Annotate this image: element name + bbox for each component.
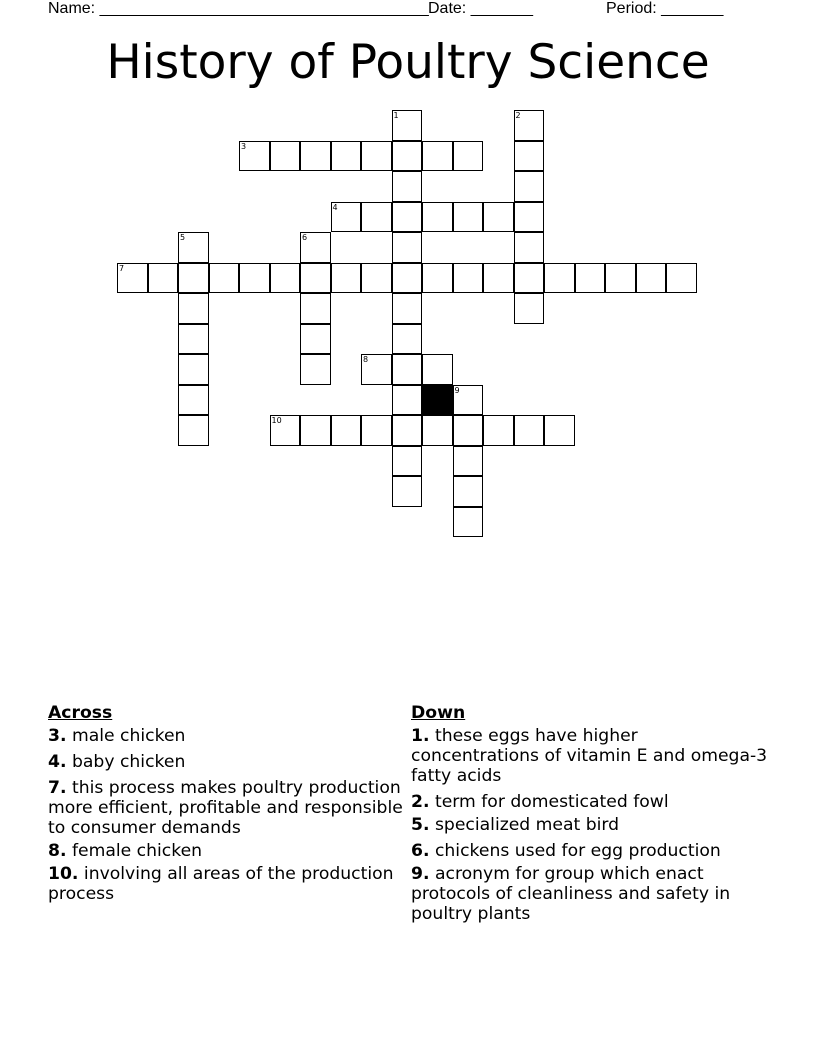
crossword-square[interactable] [270, 415, 301, 446]
crossword-square[interactable] [392, 385, 423, 416]
clue-number: 7 [119, 263, 125, 273]
crossword-square[interactable] [636, 263, 667, 294]
crossword-square[interactable] [209, 263, 240, 294]
crossword-square[interactable] [483, 202, 514, 233]
crossword-square[interactable] [666, 263, 697, 294]
clue-down-6: 6. chickens used for egg production [411, 841, 721, 861]
crossword-square[interactable] [178, 232, 209, 263]
crossword-square[interactable] [270, 263, 301, 294]
crossword-square[interactable] [300, 415, 331, 446]
crossword-square[interactable] [422, 263, 453, 294]
crossword-square[interactable] [392, 110, 423, 141]
crossword-square[interactable] [514, 141, 545, 172]
clue-across-7: 7. this process makes poultry production more efficient, profitable and responsible to consumer demands [48, 778, 403, 838]
crossword-square[interactable] [300, 324, 331, 355]
crossword-square[interactable] [178, 263, 209, 294]
crossword-square[interactable] [392, 324, 423, 355]
clue-across-8: 8. female chicken [48, 841, 203, 861]
page-title: History of Poultry Science [106, 35, 710, 90]
crossword-square[interactable] [605, 263, 636, 294]
clue-number: 6 [302, 233, 308, 242]
crossword-square[interactable] [178, 354, 209, 385]
crossword-square[interactable] [300, 354, 331, 385]
crossword-square[interactable] [544, 415, 575, 446]
crossword-square[interactable] [239, 141, 270, 172]
crossword-square[interactable] [148, 263, 179, 294]
crossword-square[interactable] [544, 263, 575, 294]
crossword-square[interactable] [514, 293, 545, 324]
crossword-square[interactable] [178, 415, 209, 446]
crossword-square[interactable] [453, 415, 484, 446]
crossword-square[interactable] [178, 293, 209, 324]
crossword-square[interactable] [392, 263, 423, 294]
crossword-square[interactable] [270, 141, 301, 172]
crossword-square[interactable] [514, 415, 545, 446]
crossword-square[interactable] [361, 202, 392, 233]
clue-number: 2 [515, 111, 521, 120]
crossword-square[interactable] [361, 141, 392, 172]
blocked-square [422, 385, 453, 416]
period-field[interactable]: Period: _______ [606, 0, 724, 17]
down-heading: Down [411, 703, 466, 723]
crossword-square[interactable] [300, 293, 331, 324]
clue-number: 10 [271, 416, 282, 425]
crossword-square[interactable] [392, 415, 423, 446]
crossword-square[interactable] [361, 263, 392, 294]
crossword-square[interactable] [422, 415, 453, 446]
crossword-square[interactable] [178, 324, 209, 355]
clue-number: 4 [332, 202, 338, 212]
crossword-square[interactable] [392, 446, 423, 477]
crossword-square[interactable] [392, 202, 423, 233]
clue-number: 9 [454, 385, 460, 395]
clue-down-5: 5. specialized meat bird [411, 815, 620, 835]
crossword-square[interactable] [453, 141, 484, 172]
across-heading: Across [48, 703, 113, 723]
clue-across-3: 3. male chicken [48, 726, 186, 746]
clue-across-4: 4. baby chicken [48, 752, 186, 772]
crossword-square[interactable] [422, 354, 453, 385]
date-field[interactable]: Date: _______ [428, 0, 533, 17]
clue-down-2: 2. term for domesticated fowl [411, 792, 669, 812]
crossword-square[interactable] [483, 415, 514, 446]
clue-down-1: 1. these eggs have higher concentrations of vitamin E and omega-3 fatty acids [411, 726, 768, 786]
crossword-square[interactable] [453, 385, 484, 416]
crossword-square[interactable] [422, 141, 453, 172]
clue-number: 8 [363, 355, 369, 364]
crossword-square[interactable] [300, 232, 331, 263]
crossword-square[interactable] [392, 171, 423, 202]
crossword-square[interactable] [331, 202, 362, 233]
crossword-square[interactable] [239, 263, 270, 294]
crossword-square[interactable] [178, 385, 209, 416]
crossword-square[interactable] [453, 476, 484, 507]
crossword-square[interactable] [392, 293, 423, 324]
clue-number: 5 [180, 233, 186, 242]
down-clues [411, 702, 771, 930]
crossword-square[interactable] [392, 232, 423, 263]
across-clues [48, 702, 404, 910]
crossword-square[interactable] [453, 446, 484, 477]
crossword-square[interactable] [453, 507, 484, 538]
clue-number: 3 [241, 141, 247, 151]
crossword-square[interactable] [514, 263, 545, 294]
clue-across-10: 10. involving all areas of the production process [48, 864, 394, 904]
crossword-square[interactable] [453, 263, 484, 294]
clue-number: 1 [393, 111, 399, 120]
name-field[interactable]: Name: _____________________________________ [48, 0, 429, 17]
crossword-square[interactable] [514, 202, 545, 233]
crossword-square[interactable] [514, 110, 545, 141]
crossword-square[interactable] [331, 263, 362, 294]
crossword-square[interactable] [331, 141, 362, 172]
crossword-square[interactable] [453, 202, 484, 233]
crossword-square[interactable] [483, 263, 514, 294]
crossword-square[interactable] [392, 354, 423, 385]
clue-down-9: 9. acronym for group which enact protocols of cleanliness and safety in poultry plants [411, 864, 731, 924]
crossword-square[interactable] [392, 141, 423, 172]
crossword-square[interactable] [392, 476, 423, 507]
crossword-square[interactable] [117, 263, 148, 294]
crossword-square[interactable] [514, 232, 545, 263]
crossword-square[interactable] [300, 141, 331, 172]
crossword-square[interactable] [361, 415, 392, 446]
crossword-square[interactable] [514, 171, 545, 202]
crossword-square[interactable] [422, 202, 453, 233]
crossword-square[interactable] [575, 263, 606, 294]
crossword-square[interactable] [300, 263, 331, 294]
crossword-square[interactable] [361, 354, 392, 385]
crossword-square[interactable] [331, 415, 362, 446]
